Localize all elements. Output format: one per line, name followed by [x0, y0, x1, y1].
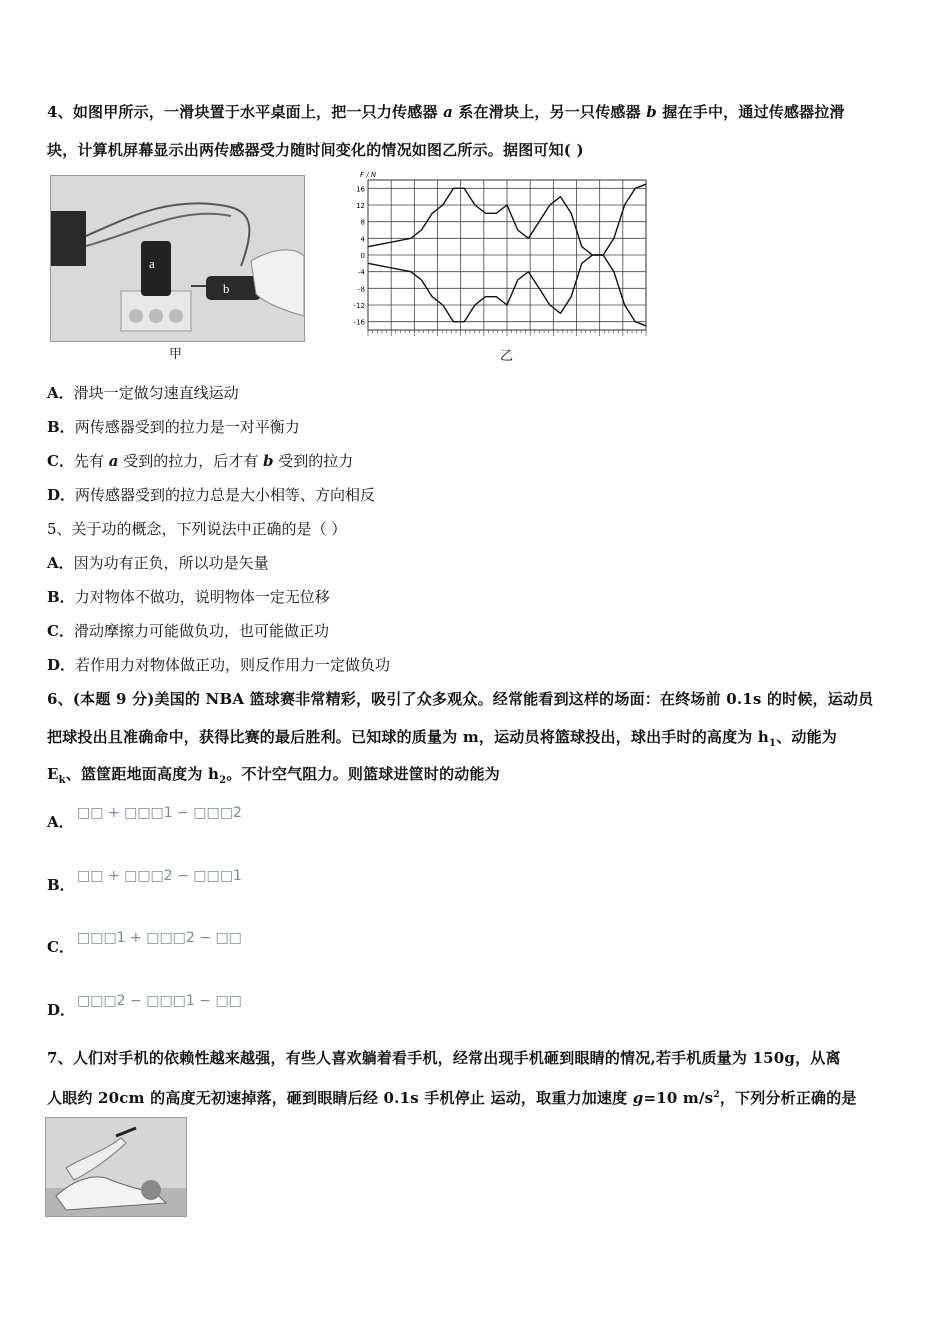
- option-text: 力对物体不做功，说明物体一定无位移: [74, 588, 330, 606]
- option-text: 受到的拉力: [273, 452, 354, 470]
- fig-caption-left: 甲: [169, 347, 183, 362]
- q7-line2-c: ，下列分析正确的是: [719, 1089, 857, 1107]
- option-text: 两传感器受到的拉力是一对平衡力: [74, 418, 300, 436]
- q6-line3-c: 。不计空气阻力。则篮球进筐时的动能为: [226, 765, 500, 783]
- q7-line2-a: 人眼约 20cm 的高度无初速掉落，砸到眼睛后经 0.1s 手机停止 运动，取重力加速度: [47, 1089, 633, 1107]
- photo-label-b: b: [223, 281, 230, 296]
- q4-line1-b: 系在滑块上，另一只传感器: [452, 103, 647, 121]
- q6-option-c-formula: □□□1 + □□□2 − □□: [77, 930, 242, 946]
- y-tick-label: 8: [360, 218, 365, 227]
- q7-var-g: g: [632, 1089, 644, 1107]
- y-tick-label: -16: [353, 318, 365, 327]
- option-label: C．: [47, 622, 74, 640]
- q5-stem: [47, 519, 346, 539]
- option-label: B．: [47, 588, 75, 606]
- option-label: D．: [47, 656, 76, 674]
- option-text: 先有: [73, 452, 109, 470]
- q6-option-c: [47, 937, 74, 957]
- q6-line3-b: 、篮筐距地面高度为 h: [65, 765, 220, 783]
- q4-option-b: [47, 417, 300, 437]
- option-label: A．: [47, 384, 74, 402]
- option-text: 因为功有正负，所以功是矢量: [73, 554, 269, 572]
- q7-photo-person-with-phone: [45, 1117, 187, 1217]
- q6-subscript: k: [58, 775, 66, 786]
- q7-superscript: 2: [713, 1090, 720, 1100]
- q4-option-d: [47, 485, 375, 505]
- y-tick-label: 4: [360, 235, 365, 244]
- q4-stem-line2: [47, 140, 584, 160]
- option-text: 两传感器受到的拉力总是大小相等、方向相反: [75, 486, 376, 504]
- option-label: C．: [47, 452, 74, 470]
- option-label: A．: [47, 813, 74, 831]
- option-label: B．: [47, 876, 75, 894]
- q4-line1-a: 4、如图甲所示，一滑块置于水平桌面上，把一只力传感器: [47, 103, 444, 121]
- q6-option-a-formula: □□ + □□□1 − □□□2: [77, 805, 242, 821]
- q6-subscript: 1: [769, 738, 777, 749]
- force-time-chart: [340, 168, 660, 340]
- q7-stem-line2: [47, 1085, 857, 1108]
- q6-line2-a: 把球投出且准确命中，获得比赛的最后胜利。已知球的质量为 m，运动员将篮球投出，球出手时的高度为 h: [47, 728, 770, 746]
- q6-option-b: [47, 875, 75, 895]
- person-lying-illustration: [46, 1118, 186, 1216]
- y-tick-label: -12: [353, 302, 365, 310]
- option-label: C．: [47, 938, 74, 956]
- option-text: 滑动摩擦力可能做负功，也可能做正功: [73, 622, 329, 640]
- option-text: 滑块一定做匀速直线运动: [73, 384, 239, 402]
- option-var-a: a: [108, 452, 119, 470]
- q6-stem-line2: [47, 727, 837, 754]
- option-label: D．: [47, 486, 76, 504]
- option-label: D．: [47, 1001, 76, 1019]
- fig-caption-right: 乙: [500, 349, 514, 364]
- q4-line2: 块，计算机屏幕显示出两传感器受力随时间变化的情况如图乙所示。据图可知( ): [47, 141, 584, 159]
- q4-photo-sensors: [50, 175, 305, 342]
- option-label: B．: [47, 418, 75, 436]
- option-label: A．: [47, 554, 74, 572]
- q4-option-c: [47, 451, 353, 471]
- option-var-b: b: [263, 452, 274, 470]
- q4-option-a: [47, 383, 239, 403]
- y-tick-label: 12: [356, 202, 365, 210]
- q6-line3-a: E: [47, 765, 59, 783]
- q4-stem-line1: [47, 102, 845, 122]
- y-tick-label: -8: [358, 285, 365, 294]
- q6-subscript: 2: [219, 775, 227, 786]
- q6-option-d-formula: □□□2 − □□□1 − □□: [77, 993, 242, 1009]
- option-text: 受到的拉力，后才有: [118, 452, 264, 470]
- sensor-setup-illustration: [51, 176, 304, 341]
- q6-option-a: [47, 812, 74, 832]
- y-axis-label: F / N: [360, 171, 377, 179]
- q5-stem-text: 5、关于功的概念，下列说法中正确的是（ ）: [47, 520, 347, 538]
- q7-line2-b: =10 m/s: [643, 1089, 714, 1107]
- option-text: 若作用力对物体做正功，则反作用力一定做负功: [75, 656, 391, 674]
- q6-option-d: [47, 1000, 75, 1020]
- q6-option-b-formula: □□ + □□□2 − □□□1: [77, 868, 242, 884]
- q6-line2-b: 、动能为: [776, 728, 838, 746]
- y-tick-label: -4: [358, 268, 365, 277]
- q7-line1: 7、人们对手机的依赖性越来越强，有些人喜欢躺着看手机，经常出现手机砸到眼睛的情况,若手机质量为 150g，从离: [47, 1049, 841, 1067]
- y-tick-label: 16: [356, 185, 365, 194]
- q5-option-b: [47, 587, 330, 607]
- q6-line1: 6、(本题 9 分)美国的 NBA 篮球赛非常精彩，吸引了众多观众。经常能看到这样的场面：在终场前 0.1s 的时候，运动员: [47, 690, 874, 708]
- y-tick-label: 0: [360, 252, 365, 260]
- q4-var-a: a: [443, 103, 453, 121]
- q5-option-a: [47, 553, 269, 573]
- q6-stem-line3: [47, 764, 500, 791]
- q6-stem-line1: [47, 689, 873, 709]
- q5-option-c: [47, 621, 329, 641]
- q7-stem-line1: [47, 1048, 841, 1068]
- q4-line1-c: 握在手中，通过传感器拉滑: [656, 103, 845, 121]
- q4-var-b: b: [646, 103, 657, 121]
- q5-option-d: [47, 655, 390, 675]
- photo-label-a: a: [149, 256, 155, 271]
